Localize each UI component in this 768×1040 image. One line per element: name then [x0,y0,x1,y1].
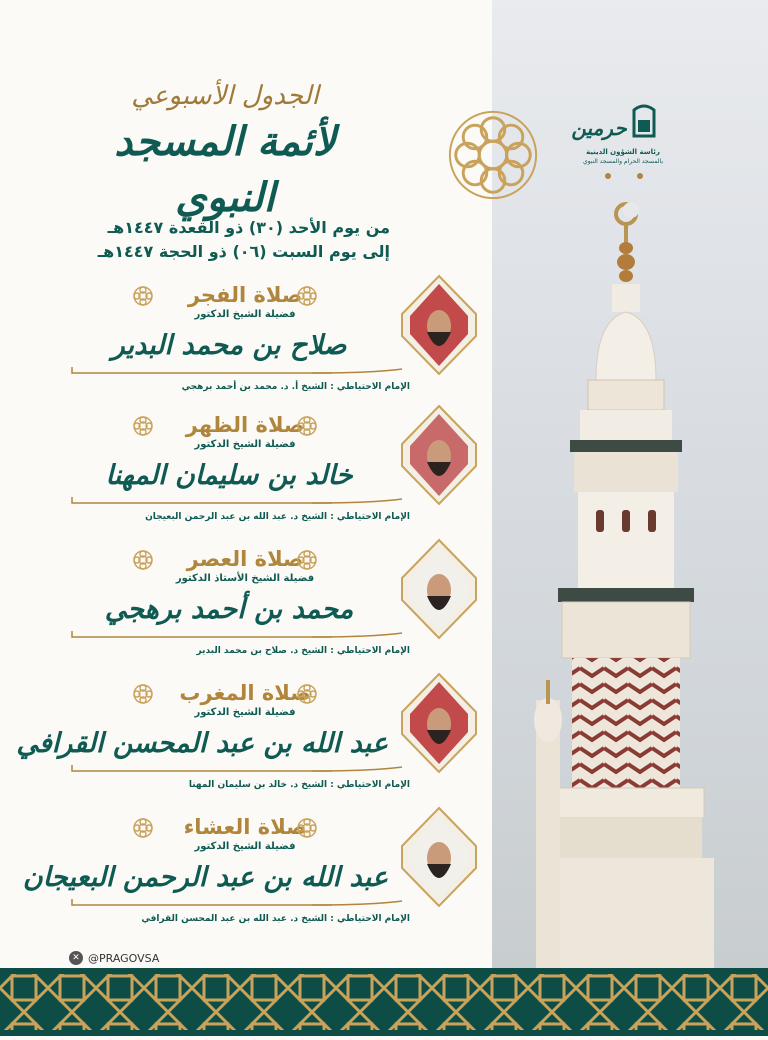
imam-degree: فضيلة الشيخ الأستاذ الدكتور [175,573,315,584]
imam-degree: فضيلة الشيخ الدكتور [194,707,296,718]
social-handle-text: @PRAGOVSA [88,951,160,965]
imam-name: صلاح بن محمد البدير [111,330,347,361]
prayer-block-asr [70,546,474,666]
logo-emblem-icon [568,102,678,188]
small-rosette-icon [296,683,318,705]
social-handle[interactable] [69,950,159,966]
backup-imam: الإمام الاحتياطي : الشيخ أ. د. محمد بن أحمد برهجي [181,382,410,392]
imam-name: عبد الله بن عبد المحسن القرافي [16,728,388,759]
prayer-block-isha [22,814,474,934]
backup-imam: الإمام الاحتياطي : الشيخ د. خالد بن سليمان المهنا [188,780,410,790]
x-logo-icon: ✕ [69,951,83,965]
logo-subtitle-2: بالمسجد الحرام والمسجد النبوي [582,158,664,165]
imam-degree: فضيلة الشيخ الدكتور [194,439,296,450]
prayer-block-fajr [70,282,474,402]
imam-portrait [398,404,480,506]
small-rosette-icon [296,285,318,307]
imam-portrait [398,538,480,640]
imam-name: عبد الله بن عبد الرحمن البعيجان [22,862,388,893]
imam-portrait [398,806,480,908]
date-from: من يوم الأحد (٣٠) ذو القعدة ١٤٤٧هـ [107,218,390,237]
imam-portrait [398,672,480,774]
imam-name: محمد بن أحمد برهجي [104,594,354,625]
backup-imam: الإمام الاحتياطي : الشيخ د. صلاح بن محمد البدير [196,646,410,656]
minaret-illustration [508,200,748,968]
geometric-pattern-icon [0,968,768,1036]
logo-name: حرمين [571,116,627,140]
schedule-subtitle: الجدول الأسبوعي [131,81,319,111]
logo-subtitle-1: رئاسة الشؤون الدينية [586,148,660,156]
prayer-title: صلاة العشاء [183,815,307,839]
imam-name: خالد بن سليمان المهنا [105,460,353,491]
prayer-block-maghrib [16,680,474,800]
page-title: لأئمة المسجد النبوي [114,118,336,221]
prayer-title: صلاة المغرب [179,681,311,705]
date-range [60,216,390,264]
imam-degree: فضيلة الشيخ الدكتور [194,841,296,852]
rosette-ornament-icon [444,106,542,204]
footer-pattern-band [0,968,768,1036]
imam-portrait [398,274,480,376]
date-to: إلى يوم السبت (٠٦) ذو الحجة ١٤٤٧هـ [97,242,390,261]
imam-degree: فضيلة الشيخ الدكتور [194,309,296,320]
backup-imam: الإمام الاحتياطي : الشيخ د. عبد الله بن عبد المحسن القرافي [141,914,410,924]
prayer-title: صلاة الظهر [185,413,305,437]
prayer-block-dhuhr [70,412,474,532]
small-rosette-icon [296,415,318,437]
haramain-logo [568,102,678,188]
small-rosette-icon [296,549,318,571]
prayer-title: صلاة الفجر [187,283,303,307]
small-rosette-icon [296,817,318,839]
prayer-title: صلاة العصر [186,547,304,571]
backup-imam: الإمام الاحتياطي : الشيخ د. عبد الله بن عبد الرحمن البعيجان [145,512,410,522]
